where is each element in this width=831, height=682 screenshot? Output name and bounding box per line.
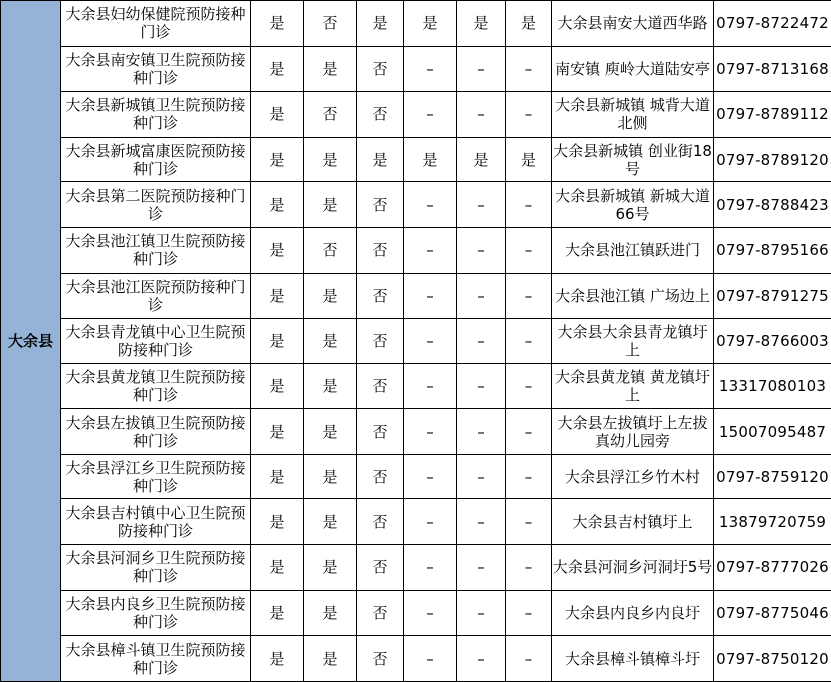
table-row [1,227,831,273]
status-cell-2: 是 [304,590,357,636]
table-row [1,182,831,228]
phone-cell: 0797-8789120 [714,137,831,182]
address-cell: 大余县吉村镇圩上 [552,499,714,545]
clinic-name-cell: 大余县黄龙镇卫生院预防接种门诊 [61,363,251,409]
status-cell-2: 是 [304,46,357,92]
status-cell-2: 是 [304,137,357,182]
status-cell-5: 是 [457,137,506,182]
status-cell-5: – [457,590,506,636]
table-row [1,590,831,636]
clinic-name-cell: 大余县新城镇卫生院预防接种门诊 [61,92,251,138]
status-cell-5: – [457,319,506,364]
status-cell-1: 是 [251,363,304,409]
status-cell-2: 是 [304,409,357,455]
status-cell-5: – [457,227,506,273]
status-cell-3: 否 [357,409,404,455]
status-cell-3: 否 [357,454,404,499]
status-cell-2: 是 [304,545,357,591]
address-cell: 大余县河洞乡河洞圩5号 [552,545,714,591]
clinic-name-cell: 大余县池江医院预防接种门诊 [61,273,251,319]
phone-cell: 0797-8788423 [714,182,831,228]
phone-cell: 0797-8766003 [714,319,831,364]
phone-cell: 13317080103 [714,363,831,409]
status-cell-1: 是 [251,273,304,319]
status-cell-4: 是 [404,137,457,182]
county-name-cell: 大余县 [1,1,61,682]
status-cell-1: 是 [251,590,304,636]
status-cell-4: – [404,92,457,138]
address-cell: 大余县大余县青龙镇圩上 [552,319,714,364]
clinic-name-cell: 大余县青龙镇中心卫生院预防接种门诊 [61,319,251,364]
status-cell-5: – [457,46,506,92]
address-cell: 大余县池江镇 广场边上 [552,273,714,319]
status-cell-3: 否 [357,182,404,228]
status-cell-5: – [457,273,506,319]
status-cell-1: 是 [251,319,304,364]
table-row [1,409,831,455]
address-cell: 大余县黄龙镇 黄龙镇圩上 [552,363,714,409]
status-cell-6: 是 [506,1,552,47]
status-cell-3: 否 [357,46,404,92]
address-cell: 大余县浮江乡竹木村 [552,454,714,499]
phone-cell: 0797-8791275 [714,273,831,319]
table-row [1,46,831,92]
status-cell-2: 否 [304,227,357,273]
status-cell-1: 是 [251,499,304,545]
phone-cell: 0797-8775046 [714,590,831,636]
status-cell-5: – [457,363,506,409]
status-cell-4: – [404,227,457,273]
status-cell-6: – [506,182,552,228]
status-cell-3: 否 [357,273,404,319]
status-cell-1: 是 [251,454,304,499]
address-cell: 南安镇 庾岭大道陆安亭 [552,46,714,92]
status-cell-2: 是 [304,363,357,409]
status-cell-2: 否 [304,92,357,138]
phone-cell: 0797-8722472 [714,1,831,47]
status-cell-4: – [404,46,457,92]
status-cell-6: – [506,363,552,409]
status-cell-3: 是 [357,1,404,47]
address-cell: 大余县内良乡内良圩 [552,590,714,636]
clinic-name-cell: 大余县樟斗镇卫生院预防接种门诊 [61,636,251,682]
status-cell-1: 是 [251,1,304,47]
clinic-name-cell: 大余县第二医院预防接种门诊 [61,182,251,228]
status-cell-5: – [457,545,506,591]
status-cell-5: – [457,636,506,682]
status-cell-6: – [506,454,552,499]
status-cell-1: 是 [251,92,304,138]
status-cell-2: 是 [304,636,357,682]
table-row [1,273,831,319]
status-cell-5: – [457,454,506,499]
status-cell-3: 是 [357,137,404,182]
status-cell-4: – [404,319,457,364]
status-cell-6: – [506,409,552,455]
status-cell-1: 是 [251,636,304,682]
phone-cell: 0797-8759120 [714,454,831,499]
phone-cell: 0797-8795166 [714,227,831,273]
status-cell-4: 是 [404,1,457,47]
status-cell-6: – [506,590,552,636]
status-cell-1: 是 [251,137,304,182]
table-row [1,636,831,682]
clinic-name-cell: 大余县南安镇卫生院预防接种门诊 [61,46,251,92]
table-row [1,545,831,591]
clinic-name-cell: 大余县妇幼保健院预防接种门诊 [61,1,251,47]
address-cell: 大余县新城镇 创业街18号 [552,137,714,182]
table-row [1,92,831,138]
status-cell-1: 是 [251,409,304,455]
status-cell-5: – [457,499,506,545]
phone-cell: 13879720759 [714,499,831,545]
status-cell-4: – [404,363,457,409]
status-cell-6: – [506,227,552,273]
status-cell-2: 是 [304,182,357,228]
address-cell: 大余县新城镇 城背大道北侧 [552,92,714,138]
table-row [1,363,831,409]
status-cell-2: 是 [304,499,357,545]
status-cell-1: 是 [251,182,304,228]
status-cell-3: 否 [357,319,404,364]
status-cell-4: – [404,273,457,319]
table-row [1,499,831,545]
clinic-name-cell: 大余县池江镇卫生院预防接种门诊 [61,227,251,273]
status-cell-4: – [404,545,457,591]
status-cell-6: – [506,545,552,591]
status-cell-6: – [506,273,552,319]
status-cell-1: 是 [251,227,304,273]
status-cell-1: 是 [251,545,304,591]
status-cell-3: 否 [357,499,404,545]
status-cell-6: – [506,92,552,138]
table-row [1,319,831,364]
status-cell-3: 否 [357,590,404,636]
status-cell-2: 是 [304,454,357,499]
phone-cell: 0797-8789112 [714,92,831,138]
phone-cell: 15007095487 [714,409,831,455]
status-cell-3: 否 [357,636,404,682]
clinic-name-cell: 大余县浮江乡卫生院预防接种门诊 [61,454,251,499]
status-cell-5: – [457,182,506,228]
table-row [1,454,831,499]
table-row [1,1,831,47]
status-cell-5: – [457,409,506,455]
clinic-name-cell: 大余县河洞乡卫生院预防接种门诊 [61,545,251,591]
phone-cell: 0797-8713168 [714,46,831,92]
status-cell-4: – [404,409,457,455]
address-cell: 大余县左拔镇圩上左拔真幼儿园旁 [552,409,714,455]
status-cell-5: – [457,92,506,138]
status-cell-3: 否 [357,545,404,591]
status-cell-6: 是 [506,137,552,182]
clinic-name-cell: 大余县内良乡卫生院预防接种门诊 [61,590,251,636]
status-cell-4: – [404,499,457,545]
status-cell-6: – [506,319,552,364]
clinic-name-cell: 大余县新城富康医院预防接种门诊 [61,137,251,182]
status-cell-6: – [506,46,552,92]
status-cell-3: 否 [357,227,404,273]
status-cell-4: – [404,454,457,499]
status-cell-2: 否 [304,1,357,47]
status-cell-4: – [404,590,457,636]
address-cell: 大余县樟斗镇樟斗圩 [552,636,714,682]
status-cell-3: 否 [357,363,404,409]
address-cell: 大余县南安大道西华路 [552,1,714,47]
status-cell-6: – [506,499,552,545]
status-cell-5: 是 [457,1,506,47]
status-cell-3: 否 [357,92,404,138]
clinic-name-cell: 大余县吉村镇中心卫生院预防接种门诊 [61,499,251,545]
phone-cell: 0797-8777026 [714,545,831,591]
table-body [1,1,831,682]
status-cell-2: 是 [304,273,357,319]
status-cell-2: 是 [304,319,357,364]
status-cell-4: – [404,182,457,228]
phone-cell: 0797-8750120 [714,636,831,682]
status-cell-6: – [506,636,552,682]
clinic-name-cell: 大余县左拔镇卫生院预防接种门诊 [61,409,251,455]
status-cell-4: – [404,636,457,682]
table-row [1,137,831,182]
status-cell-1: 是 [251,46,304,92]
address-cell: 大余县池江镇跃进门 [552,227,714,273]
address-cell: 大余县新城镇 新城大道66号 [552,182,714,228]
